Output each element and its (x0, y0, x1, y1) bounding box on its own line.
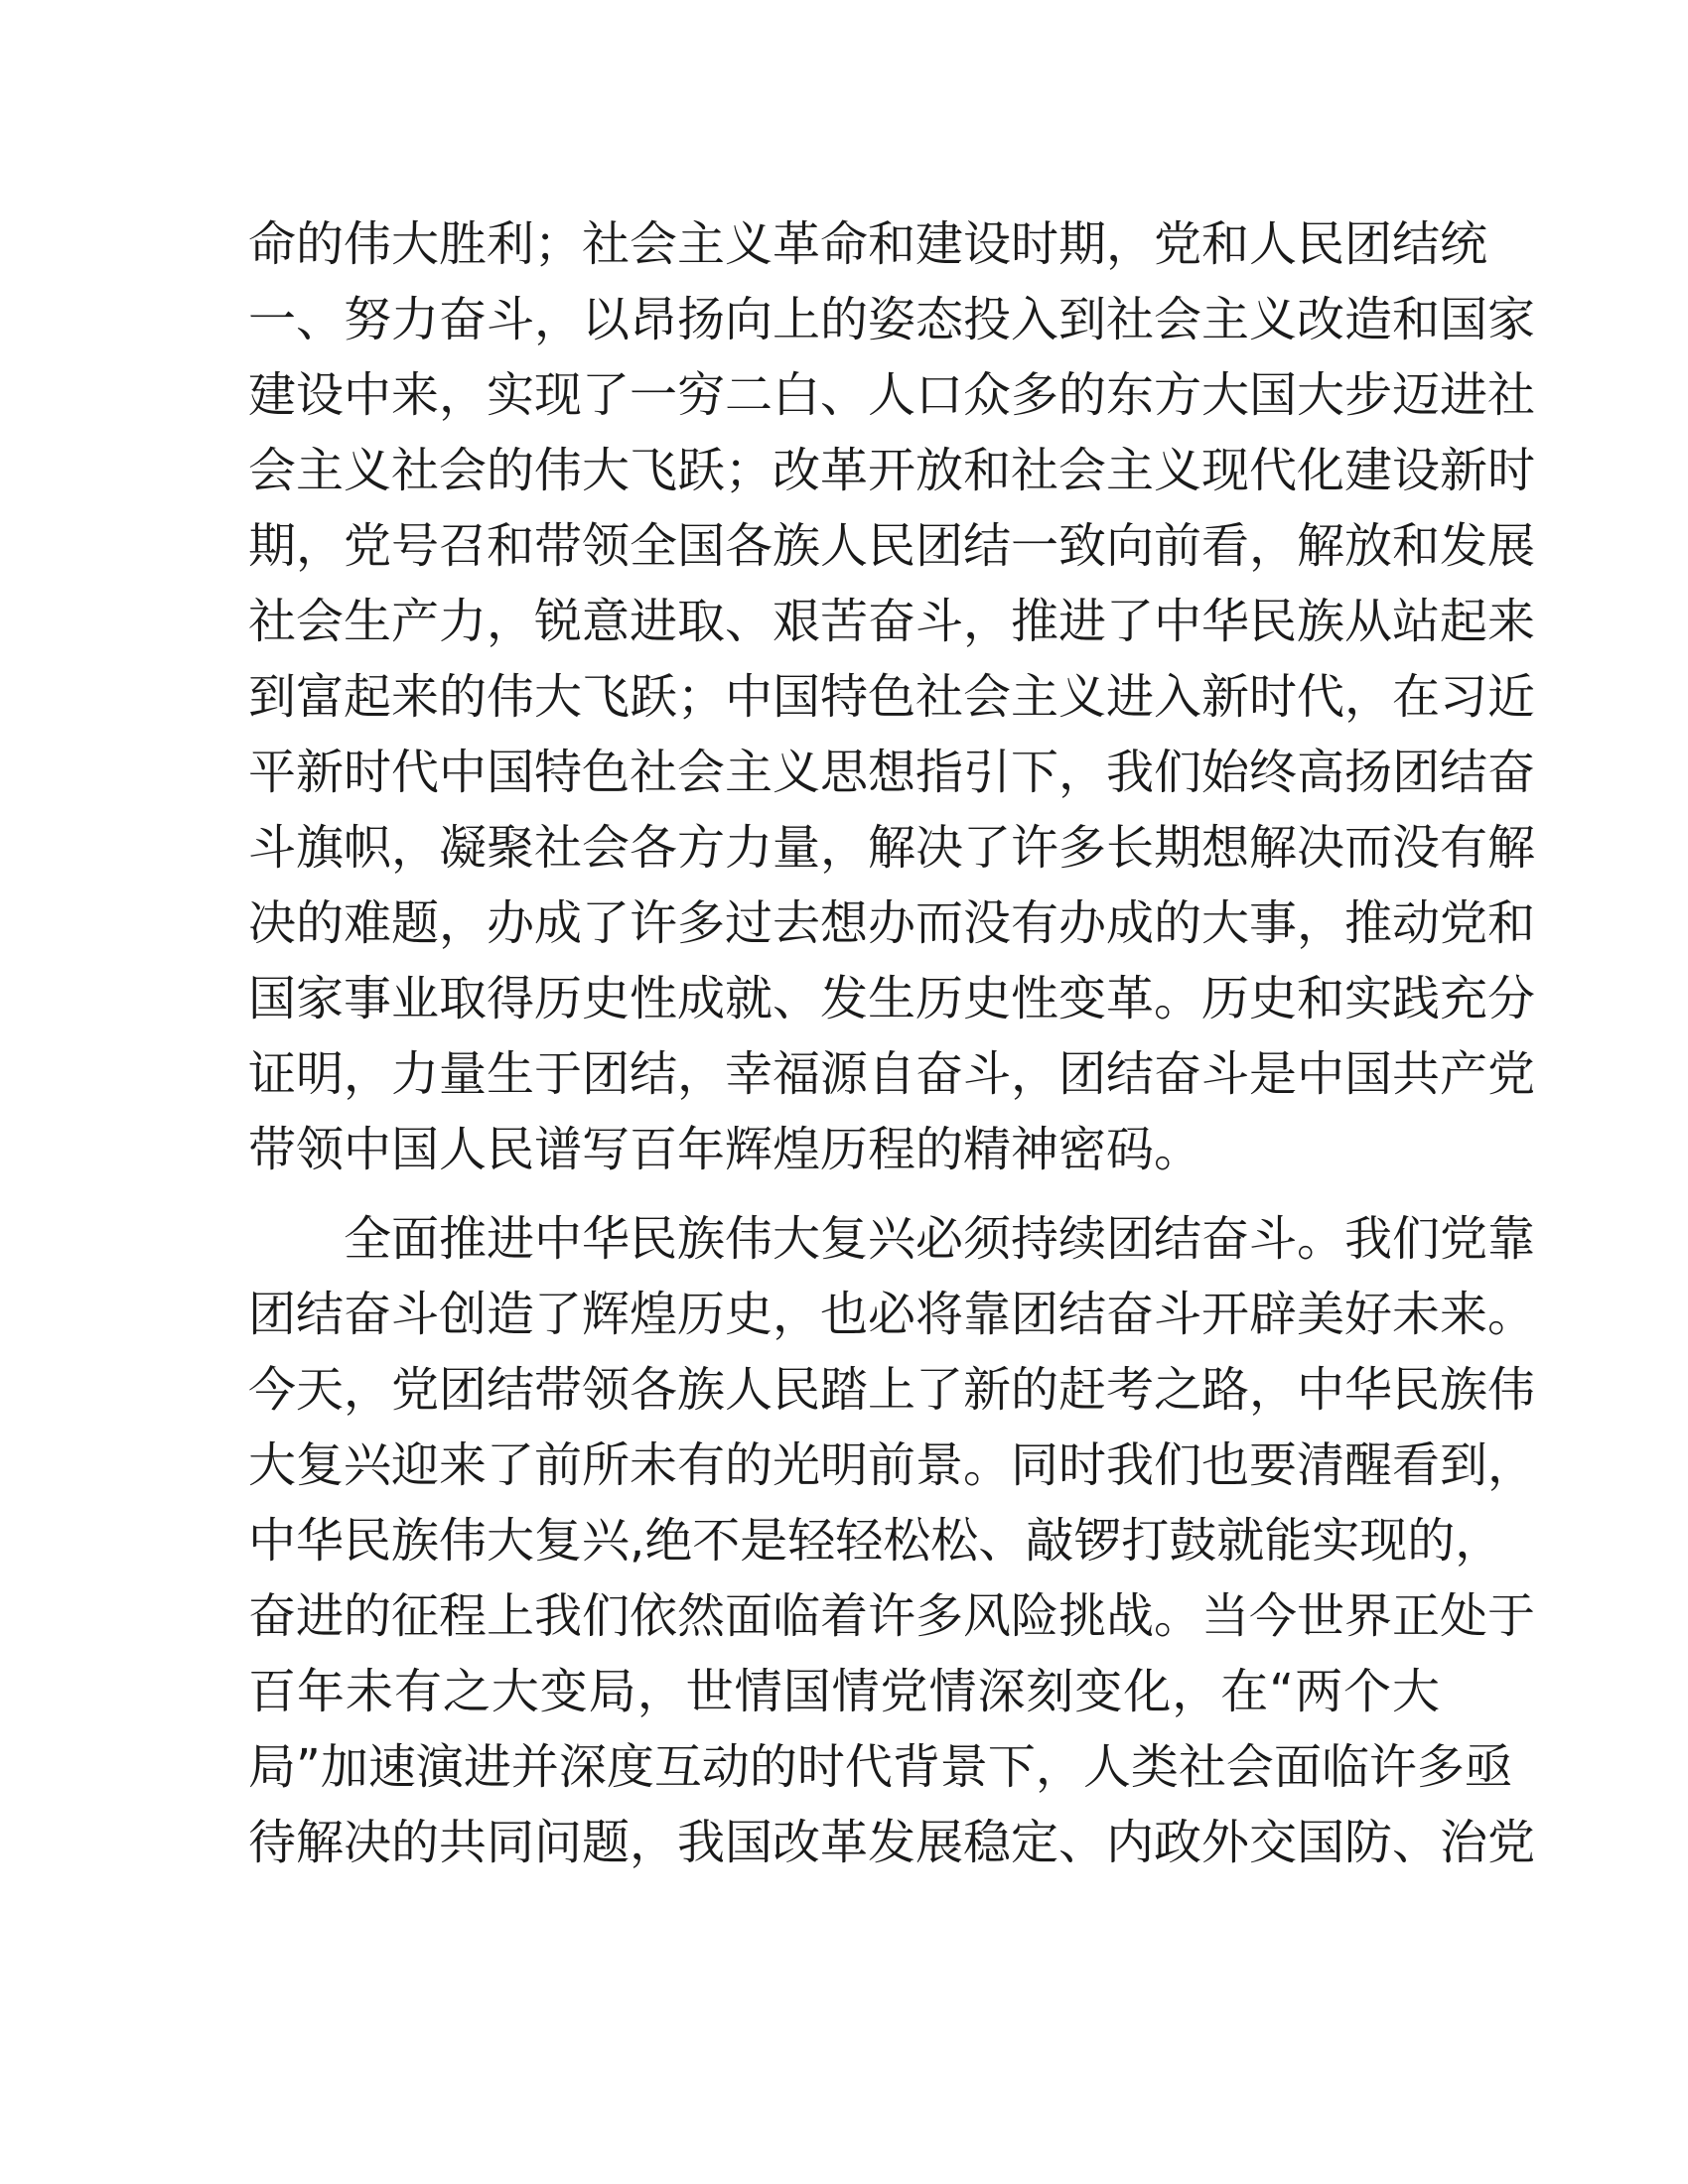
text-line: 今天，党团结带领各族人民踏上了新的赶考之路，中华民族伟 (248, 1362, 1536, 1418)
text-line: 建设中来，实现了一穷二白、人口众多的东方大国大步迈进社 (248, 367, 1536, 423)
text-line: 平新时代中国特色社会主义思想指引下，我们始终高扬团结奋 (248, 745, 1536, 800)
text-line: 斗旗帜，凝聚社会各方力量，解决了许多长期想解决而没有解 (248, 820, 1536, 876)
text-line: 国家事业取得历史性成就、发生历史性变革。历史和实践充分 (248, 971, 1536, 1026)
text-line: 奋进的征程上我们依然面临着许多风险挑战。当今世界正处于 (248, 1588, 1536, 1644)
paragraph (248, 206, 1536, 1187)
paragraph-gap (248, 1187, 1440, 1201)
text-line: 命的伟大胜利；社会主义革命和建设时期，党和人民团结统 (248, 216, 1488, 272)
text-line: 待解决的共同问题，我国改革发展稳定、内政外交国防、治党 (248, 1815, 1536, 1870)
text-line: 会主义社会的伟大飞跃；改革开放和社会主义现代化建设新时 (248, 443, 1536, 498)
text-line: 大复兴迎来了前所未有的光明前景。同时我们也要清醒看到， (248, 1437, 1536, 1493)
text-line: 社会生产力，锐意进取、艰苦奋斗，推进了中华民族从站起来 (248, 594, 1536, 649)
text-line: 证明，力量生于团结，幸福源自奋斗，团结奋斗是中国共产党 (248, 1046, 1536, 1102)
text-line: 团结奋斗创造了辉煌历史，也必将靠团结奋斗开辟美好未来。 (248, 1287, 1536, 1342)
document-body (248, 206, 1536, 1880)
text-line: 中华民族伟大复兴,绝不是轻轻松松、敲锣打鼓就能实现的， (248, 1513, 1503, 1569)
text-line: 一、努力奋斗，以昂扬向上的姿态投入到社会主义改造和国家 (248, 292, 1536, 347)
text-line: 局”加速演进并深度互动的时代背景下，人类社会面临许多亟 (248, 1739, 1512, 1795)
text-line: 决的难题，办成了许多过去想办而没有办成的大事，推动党和 (248, 895, 1536, 951)
text-line: 百年未有之大变局，世情国情党情深刻变化，在“两个大 (248, 1664, 1440, 1719)
paragraph (248, 1201, 1536, 1880)
text-line: 全面推进中华民族伟大复兴必须持续团结奋斗。我们党靠 (248, 1211, 1536, 1267)
text-line: 到富起来的伟大飞跃；中国特色社会主义进入新时代，在习近 (248, 669, 1536, 725)
text-line: 带领中国人民谱写百年辉煌历程的精神密码。 (248, 1122, 1202, 1177)
text-line: 期，党号召和带领全国各族人民团结一致向前看，解放和发展 (248, 518, 1536, 574)
